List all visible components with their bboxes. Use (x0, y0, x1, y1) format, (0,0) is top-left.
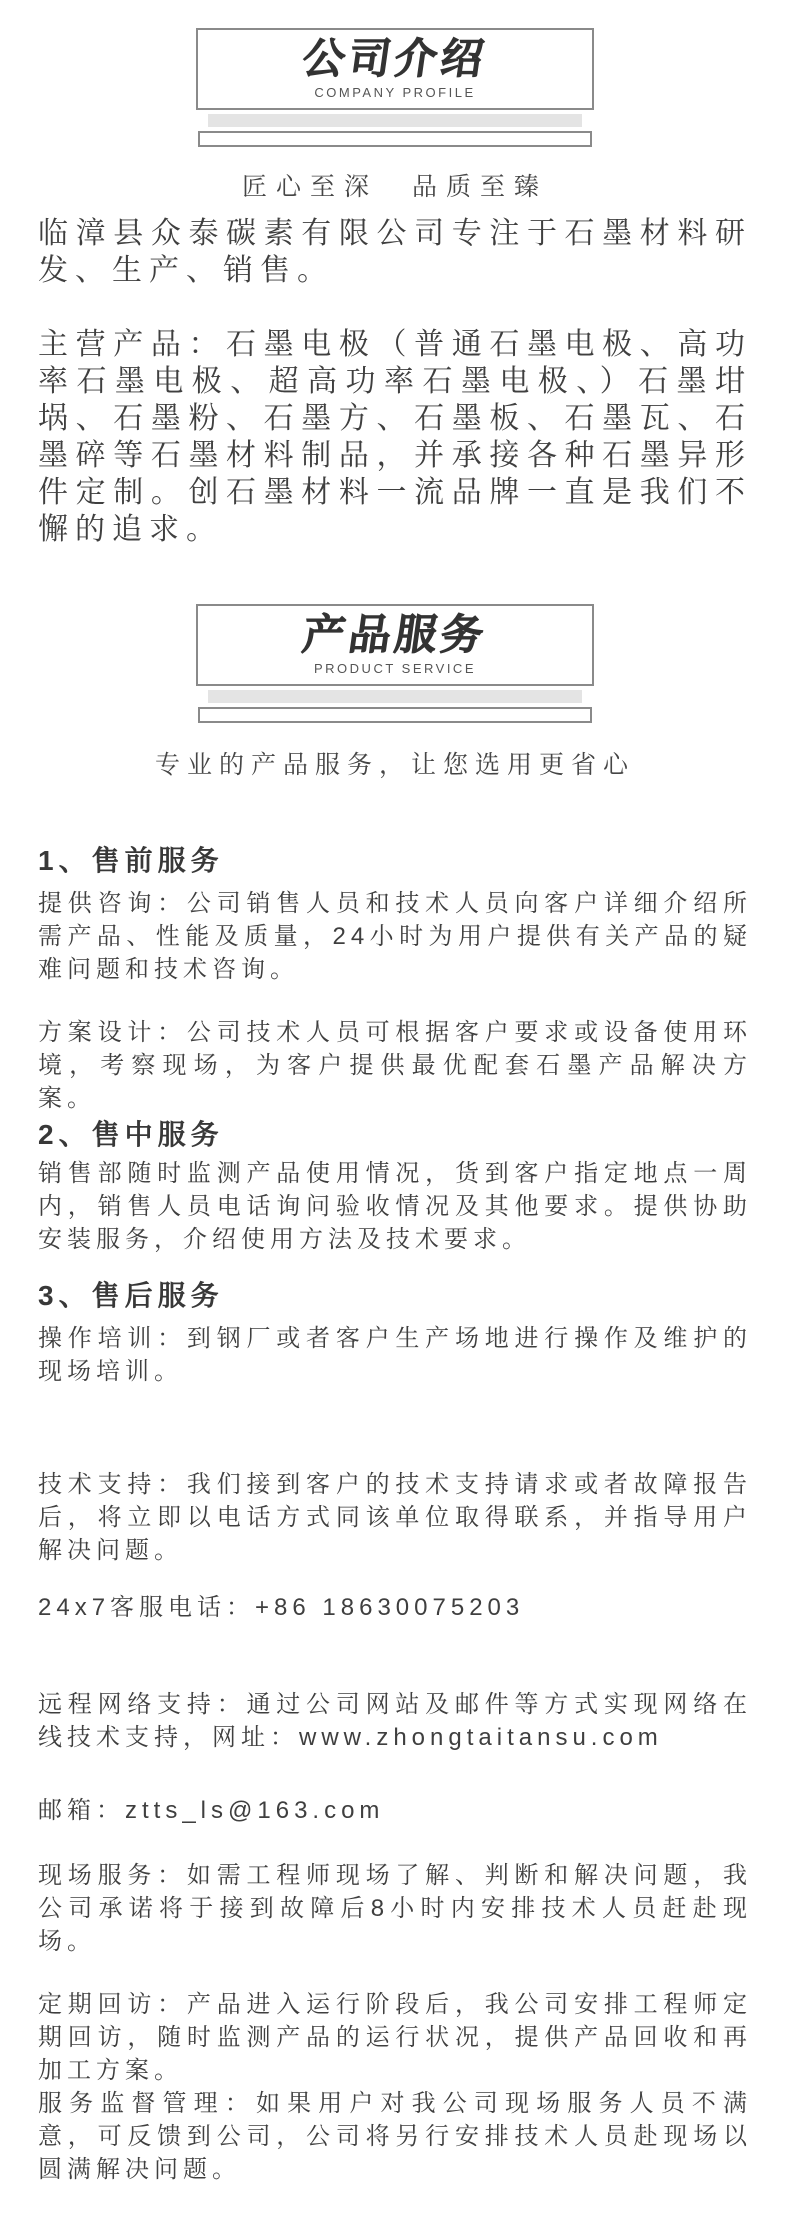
followup-visit-paragraph: 定期回访：产品进入运行阶段后，我公司安排工程师定期回访，随时监测产品的运行状况，提供产品回收和再加工方案。 (38, 1991, 752, 2084)
presale-service-heading: 1、售前服务 (38, 845, 224, 876)
company-profile-title: 公司介绍 (299, 35, 491, 82)
aftersale-training-paragraph: 操作培训：到钢厂或者客户生产场地进行操作及维护的现场培训。 (38, 1325, 752, 1385)
product-service-title: 产品服务 (299, 611, 491, 658)
decorative-gray-bar (208, 690, 582, 703)
service-tagline: 专业的产品服务，让您选用更省心 (154, 751, 635, 779)
service-supervision-paragraph: 服务监督管理：如果用户对我公司现场服务人员不满意，可反馈到公司，公司将另行安排技术人员赴现场以圆满解决问题。 (38, 2090, 752, 2183)
email-line: 邮箱：ztts_ls@163.com (38, 1797, 385, 1824)
product-service-header (0, 604, 790, 723)
decorative-white-bar (198, 707, 592, 723)
company-profile-subtitle: COMPANY PROFILE (314, 85, 476, 100)
company-tagline: 匠心至深 品质至臻 (241, 173, 548, 201)
aftersale-tech-support-paragraph: 技术支持：我们接到客户的技术支持请求或者故障报告后，将立即以电话方式同该单位取得联系，并指导用户解决问题。 (38, 1471, 752, 1564)
service-hotline-line: 24x7客服电话：+86 18630075203 (38, 1594, 525, 1621)
onsite-service-paragraph: 现场服务：如需工程师现场了解、判断和解决问题，我公司承诺将于接到故障后8小时内安排技术人员赶赴现场。 (38, 1862, 752, 1955)
company-profile-title-box (196, 28, 594, 110)
product-service-subtitle: PRODUCT SERVICE (314, 661, 476, 676)
company-profile-header (0, 28, 790, 147)
product-service-title-box (196, 604, 594, 686)
midsale-monitoring-paragraph: 销售部随时监测产品使用情况，货到客户指定地点一周内，销售人员电话询问验收情况及其他要求。提供协助安装服务，介绍使用方法及技术要求。 (38, 1160, 752, 1253)
remote-support-paragraph: 远程网络支持：通过公司网站及邮件等方式实现网络在线技术支持，网址：www.zhongtaitansu.com (38, 1691, 752, 1751)
aftersale-service-heading: 3、售后服务 (38, 1280, 224, 1311)
company-intro-paragraph: 临漳县众泰碳素有限公司专注于石墨材料研发、生产、销售。 (38, 217, 752, 287)
decorative-white-bar (198, 131, 592, 147)
decorative-gray-bar (208, 114, 582, 127)
company-products-paragraph: 主营产品：石墨电极（普通石墨电极、高功率石墨电极、超高功率石墨电极、）石墨坩埚、石墨粉、石墨方、石墨板、石墨瓦、石墨碎等石墨材料制品，并承接各种石墨异形件定制。创石墨材料一流品牌一直是我们不懈的追求。 (38, 328, 752, 546)
presale-consulting-paragraph: 提供咨询：公司销售人员和技术人员向客户详细介绍所需产品、性能及质量，24小时为用户提供有关产品的疑难问题和技术咨询。 (38, 890, 752, 983)
presale-solution-design-paragraph: 方案设计：公司技术人员可根据客户要求或设备使用环境，考察现场，为客户提供最优配套石墨产品解决方案。 (38, 1019, 752, 1112)
midsale-service-heading: 2、售中服务 (38, 1119, 224, 1150)
